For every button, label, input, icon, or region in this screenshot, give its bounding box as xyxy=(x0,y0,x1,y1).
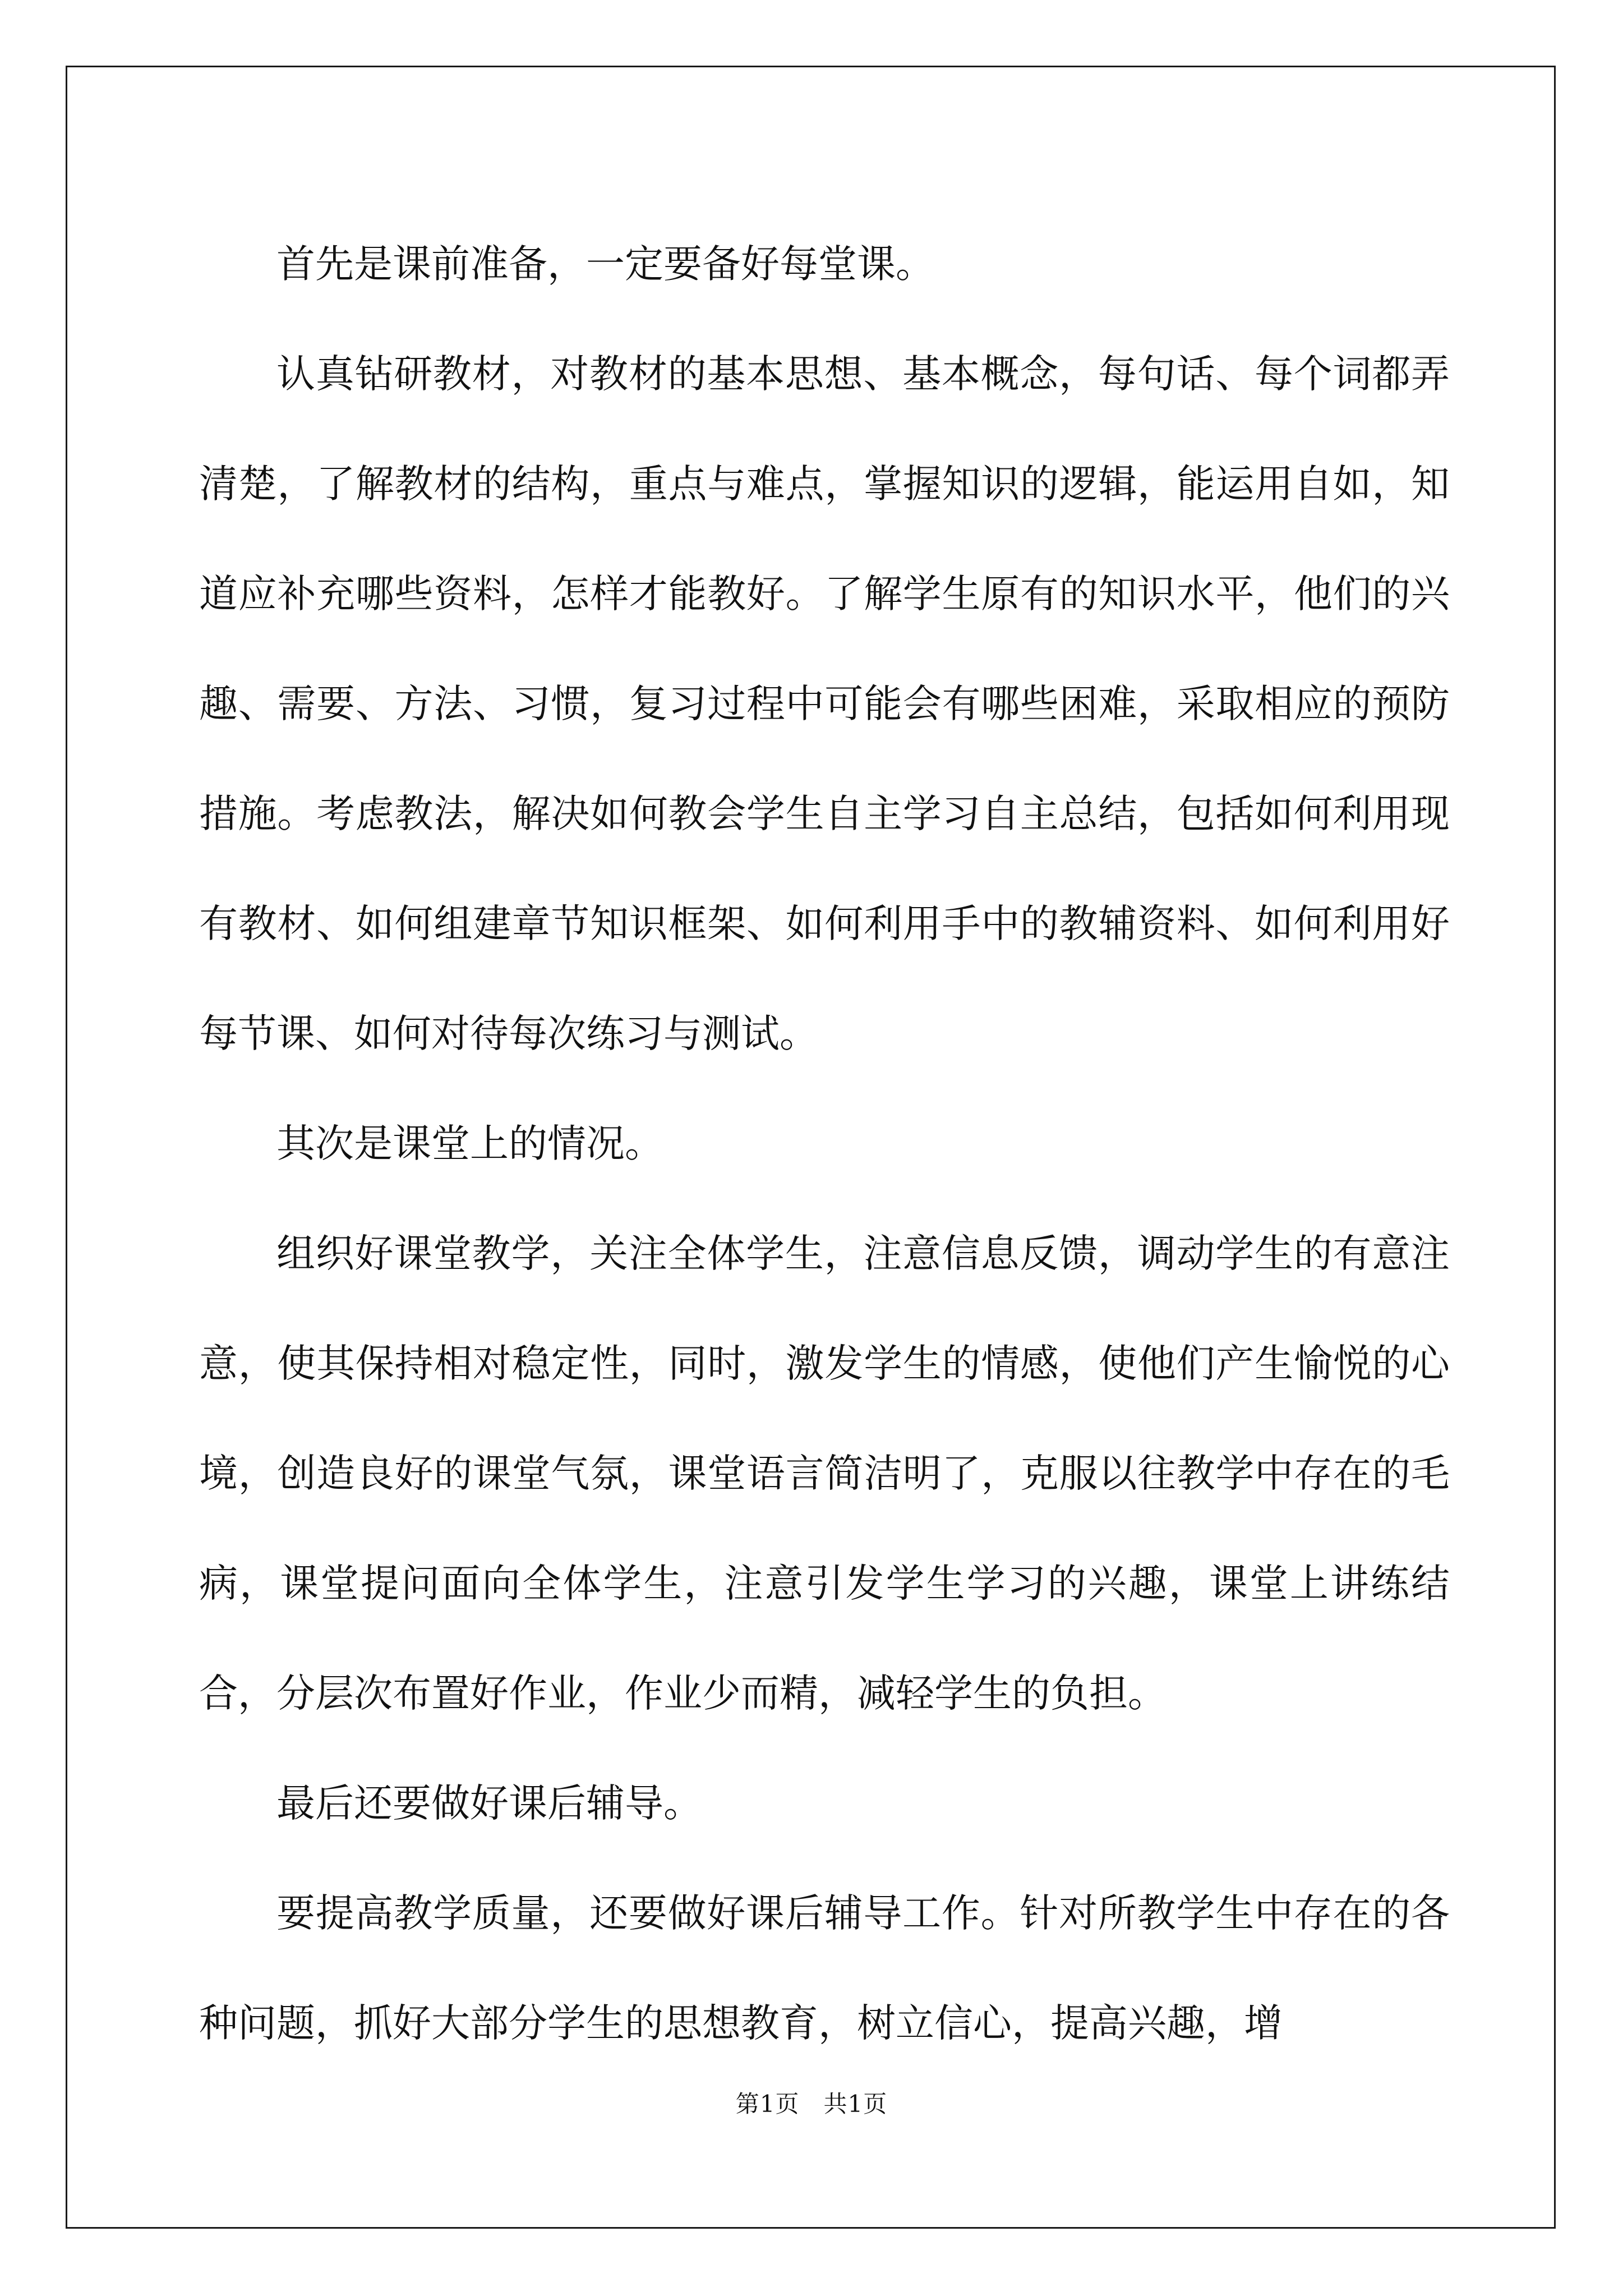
document-body xyxy=(199,209,1450,2078)
footer-gap xyxy=(799,2090,823,2118)
paragraph: 组织好课堂教学，关注全体学生，注意信息反馈，调动学生的有意注意，使其保持相对稳定性，同时，激发学生的情感，使他们产生愉悦的心境，创造良好的课堂气氛，课堂语言简洁明了，克服以往教学中存在的毛病，课堂提问面向全体学生，注意引发学生学习的兴趣，课堂上讲练结合，分层次布置好作业，作业少而精，减轻学生的负担。 xyxy=(199,1231,1450,1716)
paragraph: 其次是课堂上的情况。 xyxy=(276,1121,663,1166)
page-total: 共1页 xyxy=(823,2090,888,2118)
paragraph: 认真钻研教材，对教材的基本思想、基本概念，每句话、每个词都弄清楚，了解教材的结构，重点与难点，掌握知识的逻辑，能运用自如，知道应补充哪些资料，怎样才能教好。了解学生原有的知识水平，他们的兴趣、需要、方法、习惯，复习过程中可能会有哪些困难，采取相应的预防措施。考虑教法，解决如何教会学生自主学习自主总结，包括如何利用现有教材、如何组建章节知识框架、如何利用手中的教辅资料、如何利用好每节课、如何对待每次练习与测试。 xyxy=(199,352,1450,1056)
page-footer xyxy=(0,2086,1623,2119)
paragraph: 要提高教学质量，还要做好课后辅导工作。针对所教学生中存在的各种问题，抓好大部分学生的思想教育，树立信心，提高兴趣，增 xyxy=(199,1891,1450,2046)
paragraph: 首先是课前准备，一定要备好每堂课。 xyxy=(276,242,934,287)
paragraph: 最后还要做好课后辅导。 xyxy=(276,1781,702,1826)
page-number: 第1页 xyxy=(735,2090,800,2118)
